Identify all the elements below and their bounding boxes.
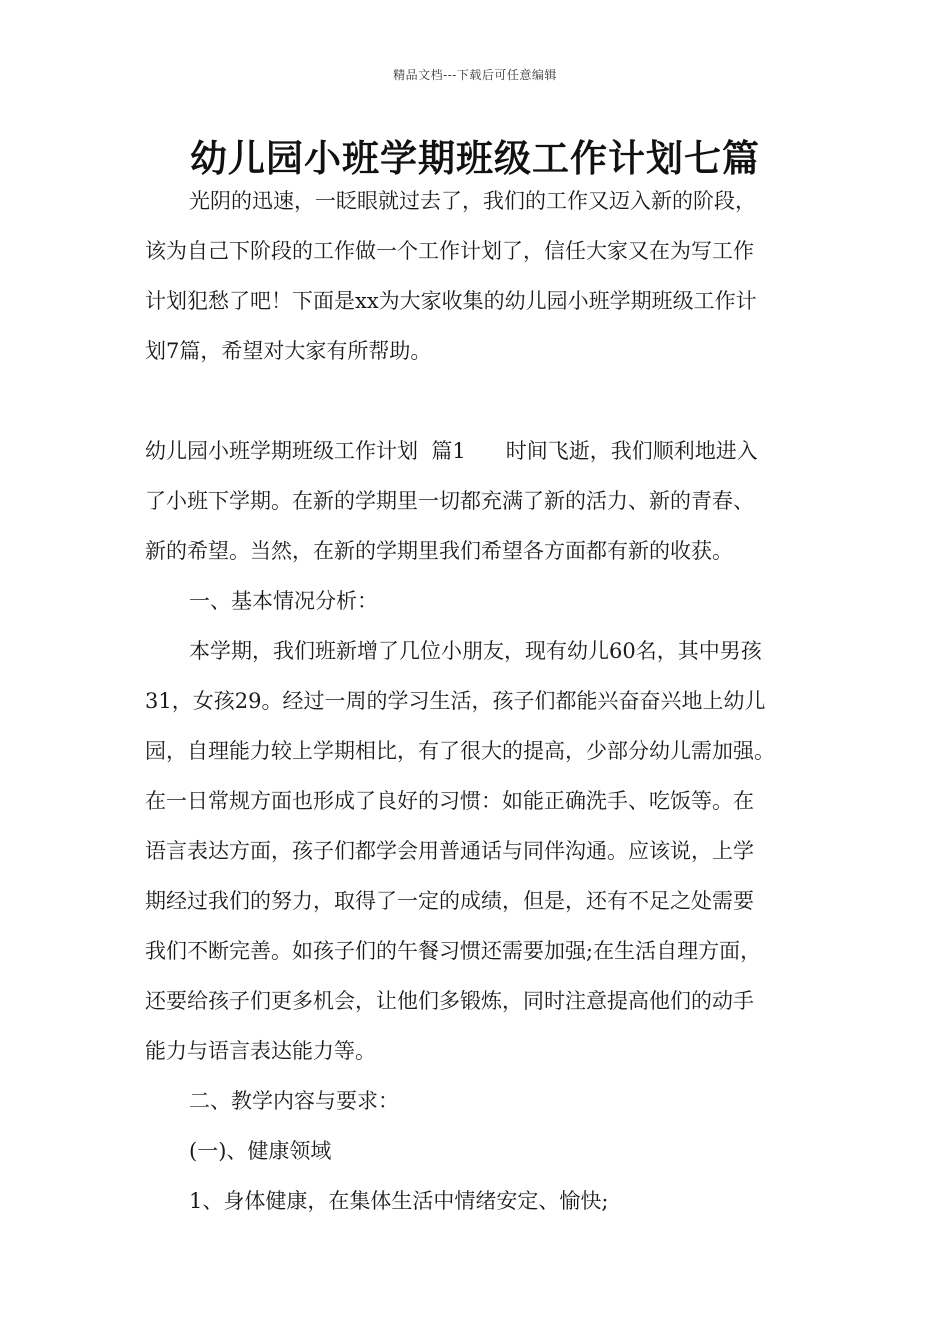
paragraph-line: 语言表达方面，孩子们都学会用普通话与同伴沟通。应该说，上学 (145, 839, 754, 863)
paragraph-line: 了小班下学期。在新的学期里一切都充满了新的活力、新的青春、 (145, 489, 754, 513)
header-note: 精品文档---下载后可任意编辑 (393, 68, 557, 82)
paragraph-line: 划7篇，希望对大家有所帮助。 (145, 339, 432, 363)
paragraph-line: 园，自理能力较上学期相比，有了很大的提高，少部分幼儿需加强。 (145, 739, 775, 763)
paragraph-line: 能力与语言表达能力等。 (145, 1039, 376, 1063)
paragraph-line: 期经过我们的努力，取得了一定的成绩，但是，还有不足之处需要 (145, 889, 754, 913)
subheading-line: 一、基本情况分析： (189, 589, 378, 613)
paragraph-line: 还要给孩子们更多机会，让他们多锻炼，同时注意提高他们的动手 (145, 989, 754, 1013)
paragraph-line: 31，女孩29。经过一周的学习生活，孩子们都能兴奋奋兴地上幼儿 (145, 689, 766, 713)
paragraph-line: 新的希望。当然，在新的学期里我们希望各方面都有新的收获。 (145, 539, 733, 563)
document-title: 幼儿园小班学期班级工作计划七篇 (190, 137, 760, 180)
list-item-line: 1、身体健康，在集体生活中情绪安定、愉快; (189, 1189, 609, 1213)
paragraph-line: 在一日常规方面也形成了良好的习惯：如能正确洗手、吃饭等。在 (145, 789, 754, 813)
paragraph-line: 该为自己下阶段的工作做一个工作计划了，信任大家又在为写工作 (145, 239, 754, 263)
blank-line (145, 376, 835, 426)
document-body (145, 176, 835, 1226)
paragraph-line: 本学期，我们班新增了几位小朋友，现有幼儿60名，其中男孩 (189, 639, 762, 663)
subheading-line: 二、教学内容与要求： (189, 1089, 399, 1113)
paragraph-line: 计划犯愁了吧！下面是xx为大家收集的幼儿园小班学期班级工作计 (145, 289, 757, 313)
section-heading-line: 幼儿园小班学期班级工作计划 篇1 时间飞逝，我们顺利地进入 (145, 439, 758, 463)
subheading-line: (一)、健康领域 (189, 1139, 332, 1163)
paragraph-line: 我们不断完善。如孩子们的午餐习惯还需要加强;在生活自理方面， (145, 939, 762, 963)
paragraph-line: 光阴的迅速，一眨眼就过去了，我们的工作又迈入新的阶段， (189, 189, 756, 213)
